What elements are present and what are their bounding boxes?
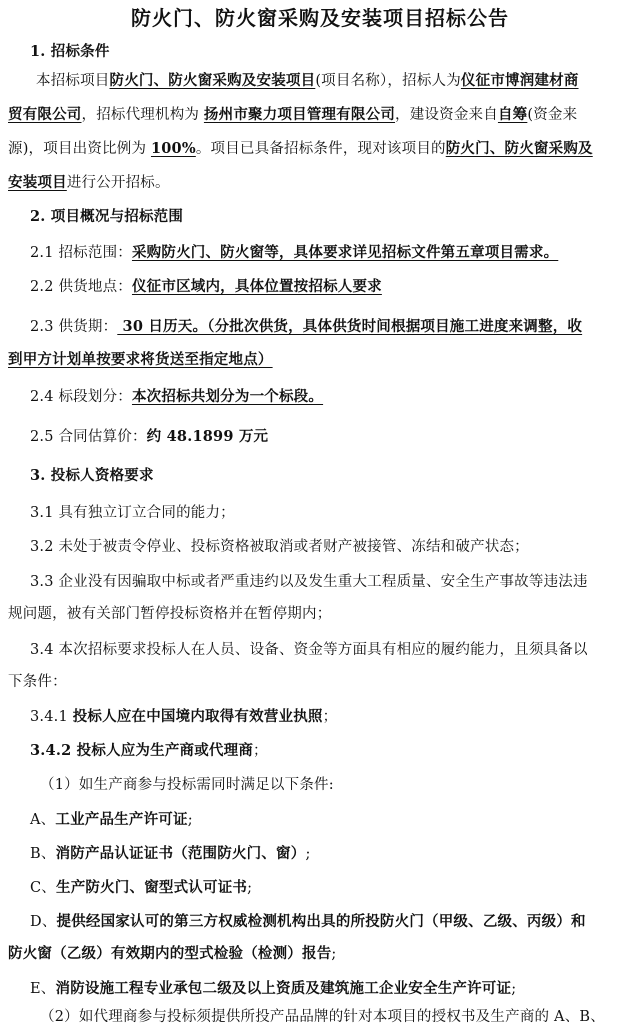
- label: 2.1 招标范围：: [30, 245, 132, 261]
- scope-item: [30, 243, 640, 263]
- tenderer-name: 贸有限公司: [8, 106, 82, 123]
- punct: ;: [511, 981, 517, 997]
- qualification-item: 3.4 本次招标要求投标人在人员、设备、资金等方面具有相应的履约能力，且须具备以: [30, 642, 588, 658]
- delivery-period-item: [30, 317, 640, 337]
- text: 生产防火门、窗型式认可证书: [56, 879, 248, 896]
- label: 2.3 供货期：: [30, 319, 118, 335]
- condition-d: [30, 912, 640, 932]
- text: 进行公开招标。: [66, 175, 170, 191]
- delivery-period-item-cont: [8, 350, 640, 370]
- section-1-heading: 1. 招标条件: [30, 43, 110, 60]
- label: A、: [30, 812, 56, 828]
- value: 采购防火门、防火窗等，具体要求详见招标文件第五章项目需求。: [131, 244, 559, 261]
- text: 源)，项目出资比例为: [8, 141, 151, 157]
- punct: ;: [187, 812, 193, 828]
- section-3-heading: 3. 投标人资格要求: [30, 467, 154, 484]
- punct: ;: [331, 946, 337, 962]
- qualification-item: 3.2 未处于被责令停业、投标资格被取消或者财产被接管、冻结和破产状态；: [30, 539, 529, 555]
- label: E、: [30, 981, 56, 997]
- section-1-line-3: [8, 139, 640, 159]
- qualification-item: 3.1 具有独立订立合同的能力；: [30, 505, 235, 521]
- sub-item-3-4-2: [30, 741, 640, 761]
- project-name: 安装项目: [8, 174, 67, 191]
- text: 提供经国家认可的第三方权威检测机构出具的所投防火门（甲级、乙级、丙级）和: [56, 913, 586, 930]
- value: 30 日历天。（分批次供货，具体供货时间根据项目施工进度来调整，收: [117, 318, 583, 335]
- lot-division-item: [30, 387, 640, 407]
- estimated-price-item: [30, 427, 640, 447]
- condition-e: [30, 979, 640, 999]
- tenderer-name: 仪征市博润建材商: [460, 72, 579, 89]
- label: B、: [30, 846, 56, 862]
- label: 2.4 标段划分：: [30, 389, 132, 405]
- label: 2.5 合同估算价：: [30, 429, 147, 445]
- qualification-item-cont: 规问题，被有关部门暂停投标资格并在暂停期内；: [8, 606, 332, 622]
- text: ，建设资金来自: [395, 107, 498, 123]
- agent-name: 扬州市聚力项目管理有限公司: [203, 106, 396, 123]
- number: 3.4.1: [30, 709, 73, 725]
- text: 投标人应在中国境内取得有效营业执照: [72, 708, 323, 725]
- condition-c: [30, 878, 640, 898]
- text: 投标人应为生产商或代理商: [76, 742, 254, 759]
- label: C、: [30, 880, 56, 896]
- condition-d-cont: [8, 944, 640, 964]
- value: 本次招标共划分为一个标段。: [131, 388, 324, 405]
- project-name: 防火门、防火窗采购及安装项目: [109, 72, 316, 89]
- funding-source: 自筹: [497, 106, 528, 123]
- agent-conditions: （2）如代理商参与投标须提供所投产品品牌的针对本项目的授权书及生产商的 A、B、: [40, 1009, 605, 1025]
- text: (项目名称），招标人为: [315, 73, 461, 89]
- section-1-line-4: [8, 173, 640, 193]
- punct: ；: [322, 709, 338, 725]
- page-title: 防火门、防火窗采购及安装项目招标公告: [131, 6, 509, 30]
- text: 。项目已具备招标条件，现对该项目的: [195, 141, 446, 157]
- qualification-item-cont: 下条件：: [8, 674, 67, 690]
- label: 2.2 供货地点：: [30, 279, 132, 295]
- condition-a: [30, 810, 640, 830]
- delivery-place-item: [30, 277, 640, 297]
- text: (资金来: [527, 107, 578, 123]
- label: D、: [30, 914, 57, 930]
- sub-item-3-4-1: [30, 707, 640, 727]
- punct: ；: [253, 743, 268, 759]
- value: 约 48.1899 万元: [146, 428, 269, 445]
- section-1-line-1: [36, 71, 640, 91]
- manufacturer-conditions: （1）如生产商参与投标需同时满足以下条件:: [40, 777, 334, 793]
- text: 消防设施工程专业承包二级及以上资质及建筑施工企业安全生产许可证: [55, 980, 512, 997]
- text: 工业产品生产许可证: [55, 811, 188, 828]
- value: 到甲方计划单按要求将货送至指定地点）: [8, 351, 273, 368]
- value: 仪征市区域内，具体位置按招标人要求: [131, 278, 382, 295]
- text: 本招标项目: [36, 73, 110, 89]
- punct: ;: [305, 846, 311, 862]
- text: 防火窗（乙级）有效期内的型式检验（检测）报告: [8, 945, 332, 962]
- qualification-item: 3.3 企业没有因骗取中标或者严重违约以及发生重大工程质量、安全生产事故等违法违: [30, 574, 588, 590]
- section-2-heading: 2. 项目概况与招标范围: [30, 208, 184, 225]
- condition-b: [30, 844, 640, 864]
- text: 消防产品认证证书（范围防火门、窗）: [55, 845, 306, 862]
- funding-ratio: 100%: [150, 140, 196, 157]
- text: ，招标代理机构为: [81, 107, 204, 123]
- punct: ;: [247, 880, 253, 896]
- number: 3.4.2: [30, 742, 77, 759]
- section-1-line-2: [8, 105, 640, 125]
- project-name: 防火门、防火窗采购及: [445, 140, 593, 157]
